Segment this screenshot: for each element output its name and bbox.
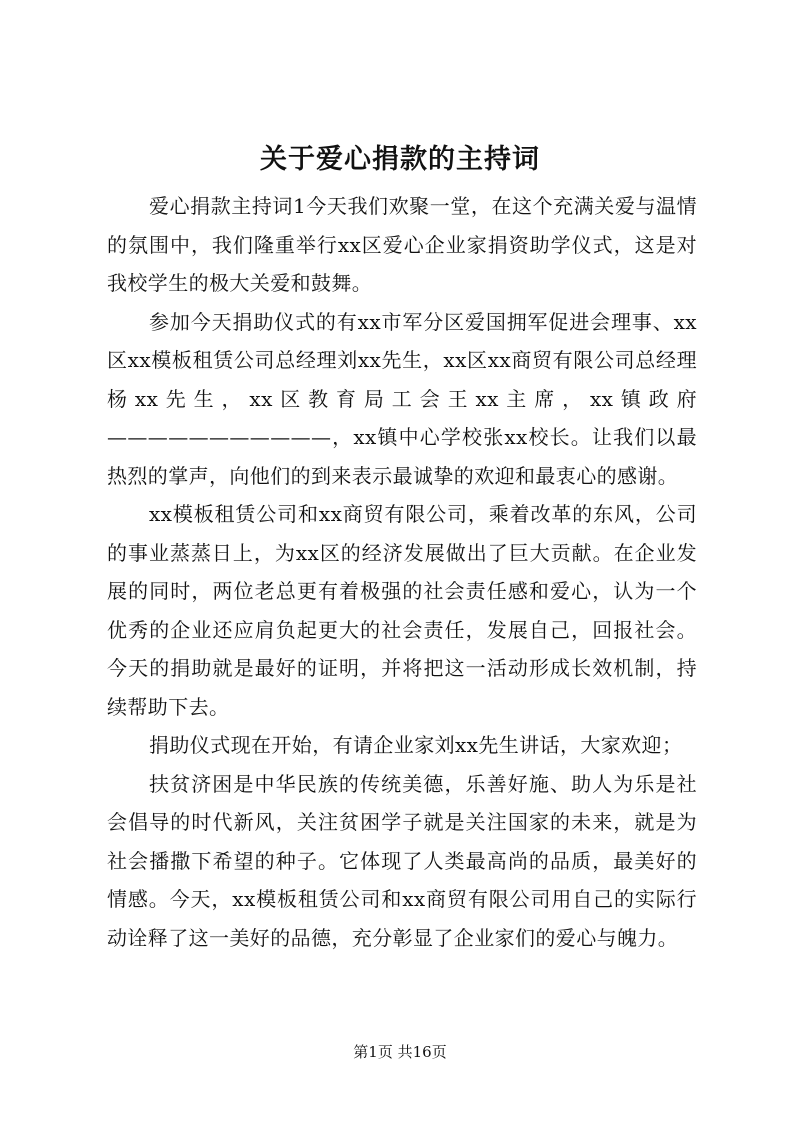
paragraph: xx模板租赁公司和xx商贸有限公司，乘着改革的东风，公司的事业蒸蒸日上，为xx区的经济发展做出了巨大贡献。在企业发展的同时，两位老总更有着极强的社会责任感和爱心，认为一个优秀的企业还应肩负起更大的社会责任，发展自己，回报社会。今天的捐助就是最好的证明，并将把这一活动形成长效机制，持续帮助下去。 xyxy=(107,502,697,719)
paragraph: 爱心捐款主持词1今天我们欢聚一堂，在这个充满关爱与温情的氛围中，我们隆重举行xx区爱心企业家捐资助学仪式，这是对我校学生的极大关爱和鼓舞。 xyxy=(107,194,697,295)
paragraph: 扶贫济困是中华民族的传统美德，乐善好施、助人为乐是社会倡导的时代新风，关注贫困学子就是关注国家的未来，就是为社会播撒下希望的种子。它体现了人类最高尚的品质，最美好的情感。今天，xx模板租赁公司和xx商贸有限公司用自己的实际行动诠释了这一美好的品德，充分彰显了企业家们的爱心与魄力。 xyxy=(107,771,697,950)
document-title: 关于爱心捐款的主持词 xyxy=(260,144,540,175)
paragraph: 参加今天捐助仪式的有xx市军分区爱国拥军促进会理事、xx区xx模板租赁公司总经理刘xx先生，xx区xx商贸有限公司总经理杨xx先生，xx区教育局工会王xx主席，xx镇政府———————————，xx镇中心学校张xx校长。让我们以最热烈的掌声，向他们的到来表示最诚挚的欢迎和最衷心的感谢。 xyxy=(107,309,697,488)
document-body xyxy=(107,187,697,957)
page-number-footer: 第1页 共16页 xyxy=(353,1043,447,1061)
paragraph: 捐助仪式现在开始，有请企业家刘xx先生讲话，大家欢迎； xyxy=(149,733,683,757)
